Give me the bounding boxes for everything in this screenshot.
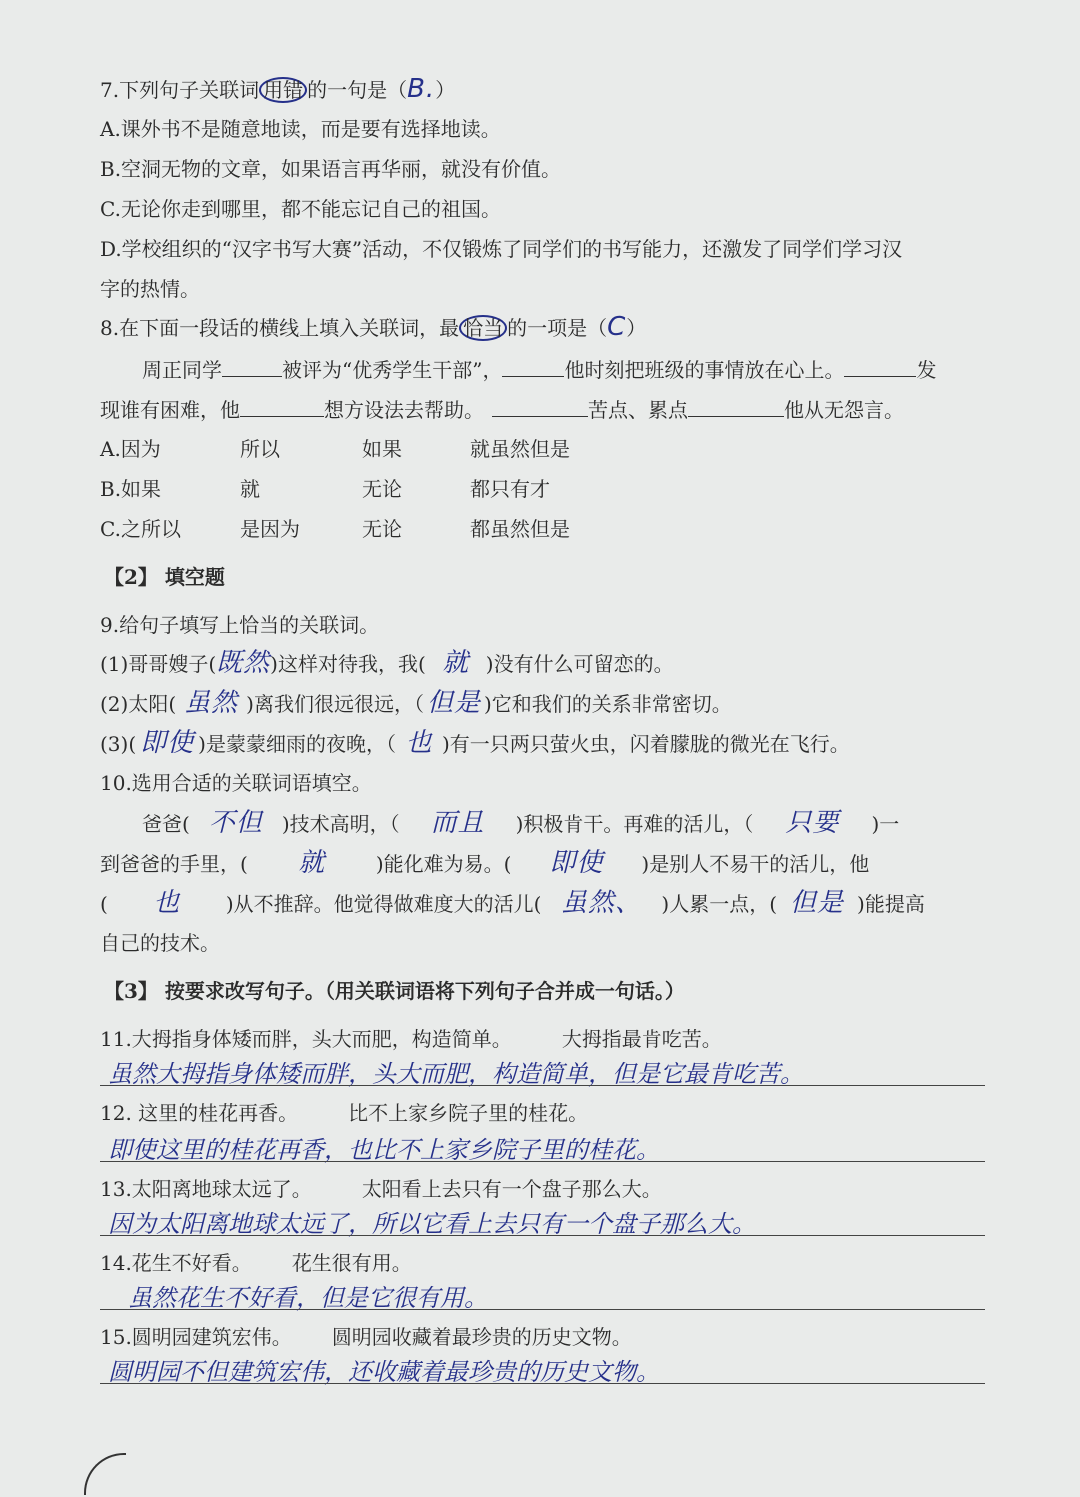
- blank: [222, 356, 282, 377]
- blank: [688, 396, 784, 417]
- q10-text: 爸爸(: [142, 812, 190, 836]
- option-word: 如果: [362, 437, 402, 461]
- q9-sentence-1: [100, 650, 674, 677]
- q7-stem-text2: 的一句是（: [307, 78, 408, 102]
- q8-text: 周正同学: [142, 358, 222, 382]
- q8-stem-text2: 的一项是（: [507, 316, 608, 340]
- q11-prompt: [100, 1026, 722, 1052]
- blank: [844, 356, 916, 377]
- handwritten-answer: 虽然: [184, 688, 239, 718]
- q9-text: (3)(: [100, 732, 137, 756]
- option-word: 都只有才: [470, 477, 550, 501]
- q12-prompt: [100, 1100, 588, 1126]
- q10-stem: 10.选用合适的关联词语填空。: [100, 771, 372, 795]
- q9-text: )有一只两只萤火虫，闪着朦胧的微光在飞行。: [441, 732, 850, 756]
- q11-handwritten-answer: 虽然大拇指身体矮而胖，头大而肥，构造简单，但是它最肯吃苦。: [108, 1060, 804, 1088]
- q7-stem-text3: ）: [435, 78, 456, 102]
- option-word: 是因为: [240, 517, 300, 541]
- section-2-heading: 【2】 填空题: [104, 565, 225, 589]
- q9-sentence-3: [100, 730, 850, 757]
- q10-text: )技术高明，（: [281, 812, 400, 836]
- handwritten-answer: 既然: [216, 648, 271, 678]
- handwritten-answer: 就: [442, 648, 470, 678]
- rewrite-sentence-2: 圆明园收藏着最珍贵的历史文物。: [331, 1325, 632, 1349]
- rewrite-sentence-2: 比不上家乡院子里的桂花。: [348, 1101, 589, 1125]
- q8-text: 被评为“优秀学生干部”，: [282, 358, 503, 382]
- q9-stem: 9.给句子填写上恰当的关联词。: [100, 613, 380, 637]
- q13-handwritten-answer: 因为太阳离地球太远了，所以它看上去只有一个盘子那么大。: [108, 1210, 756, 1238]
- q9-sentence-2: [100, 690, 732, 717]
- q13-prompt: [100, 1176, 662, 1202]
- q9-text: )是蒙蒙细雨的夜晚，（: [198, 732, 396, 756]
- blank: [502, 356, 564, 377]
- q10-text: )能提高: [857, 892, 925, 916]
- q7-option-b: B.空洞无物的文章，如果语言再华丽，就没有价值。: [100, 157, 562, 181]
- page-corner-mark: [84, 1453, 126, 1495]
- q12-handwritten-answer: 即使这里的桂花再香，也比不上家乡院子里的桂花。: [108, 1136, 660, 1164]
- q7-option-d-cont: 字的热情。: [100, 277, 200, 301]
- q14-prompt: [100, 1250, 412, 1276]
- blank: [492, 396, 588, 417]
- answer-line: [100, 1161, 985, 1162]
- rewrite-sentence-2: 花生很有用。: [291, 1251, 412, 1275]
- rewrite-sentence-2: 大拇指最肯吃苦。: [561, 1027, 722, 1051]
- handwritten-answer: 即使: [140, 728, 195, 758]
- option-word: 无论: [362, 477, 402, 501]
- q7-stem: [100, 76, 455, 103]
- q10-text: (: [100, 892, 108, 916]
- q10-text: 到爸爸的手里，(: [100, 852, 248, 876]
- q14-handwritten-answer: 虽然花生不好看，但是它很有用。: [128, 1284, 488, 1312]
- handwritten-answer: 也: [405, 728, 433, 758]
- q8-paragraph-line1: [142, 356, 936, 383]
- q8-paragraph-line2: [100, 396, 904, 423]
- option-word: 无论: [362, 517, 402, 541]
- q8-text: 现谁有困难，他: [100, 398, 240, 422]
- q8-text: 发: [916, 358, 937, 382]
- q9-text: (1)哥哥嫂子(: [100, 652, 217, 676]
- option-word: 都虽然但是: [470, 517, 570, 541]
- rewrite-sentence-1: 13.太阳离地球太远了。: [100, 1177, 312, 1201]
- q15-handwritten-answer: 圆明园不但建筑宏伟，还收藏着最珍贵的历史文物。: [108, 1358, 660, 1386]
- q10-text: )能化难为易。(: [375, 852, 512, 876]
- option-word: 就: [240, 477, 260, 501]
- q8-stem-text: 8.在下面一段话的横线上填入关联词，最: [100, 316, 460, 340]
- q10-line-1: [142, 810, 899, 837]
- handwritten-answer: 只要: [785, 808, 840, 838]
- q8-stem: [100, 314, 646, 341]
- q8-text: 他从无怨言。: [784, 398, 904, 422]
- q8-text: 想方设法去帮助。: [324, 398, 484, 422]
- handwritten-answer: 即使: [549, 848, 604, 878]
- handwritten-answer: 但是: [426, 688, 481, 718]
- q9-text: )离我们很远很远，（: [246, 692, 424, 716]
- handwritten-answer: 而且: [430, 808, 485, 838]
- answer-line: [100, 1383, 985, 1384]
- handwritten-answer: 虽然、: [560, 888, 642, 918]
- answer-line: [100, 1235, 985, 1236]
- q10-line-2: [100, 850, 869, 877]
- option-label: B.如果: [100, 477, 162, 501]
- q7-handwritten-answer: B.: [407, 74, 436, 104]
- q10-text: )人累一点，(: [661, 892, 778, 916]
- option-word: 就虽然但是: [470, 437, 570, 461]
- option-label: A.因为: [100, 437, 161, 461]
- q15-prompt: [100, 1324, 632, 1350]
- q7-option-c: C.无论你走到哪里，都不能忘记自己的祖国。: [100, 197, 501, 221]
- q10-text: )一: [871, 812, 900, 836]
- handwritten-answer: 不但: [208, 808, 263, 838]
- handwritten-answer: 但是: [790, 888, 845, 918]
- q10-line-4: 自己的技术。: [100, 931, 220, 955]
- rewrite-sentence-1: 14.花生不好看。: [100, 1251, 252, 1275]
- answer-line: [100, 1309, 985, 1310]
- q10-text: )是别人不易干的活儿，他: [641, 852, 870, 876]
- section-3-heading: 【3】 按要求改写句子。（用关联词语将下列句子合并成一句话。）: [104, 979, 685, 1003]
- q9-text: )它和我们的关系非常密切。: [483, 692, 732, 716]
- rewrite-sentence-1: 11.大拇指身体矮而胖，头大而肥，构造简单。: [100, 1027, 512, 1051]
- q7-circled-word: 用错: [259, 77, 307, 103]
- q9-text: )这样对待我，我(: [270, 652, 426, 676]
- q10-text: )从不推辞。他觉得做难度大的活儿(: [225, 892, 542, 916]
- handwritten-answer: 就: [298, 848, 326, 878]
- rewrite-sentence-2: 太阳看上去只有一个盘子那么大。: [361, 1177, 662, 1201]
- q9-text: )没有什么可留恋的。: [485, 652, 674, 676]
- handwritten-answer: 也: [153, 888, 181, 918]
- rewrite-sentence-1: 12. 这里的桂花再香。: [100, 1101, 299, 1125]
- option-word: 所以: [240, 437, 280, 461]
- q7-option-a: A.课外书不是随意地读，而是要有选择地读。: [100, 117, 501, 141]
- q7-stem-text: 7.下列句子关联词: [100, 78, 260, 102]
- q8-circled-word: 恰当: [459, 315, 507, 341]
- q10-line-3: [100, 890, 925, 917]
- q8-stem-text3: ）: [626, 316, 647, 340]
- option-label: C.之所以: [100, 517, 181, 541]
- q8-handwritten-answer: C: [607, 312, 627, 342]
- q9-text: (2)太阳(: [100, 692, 177, 716]
- q8-text: 苦点、累点: [588, 398, 688, 422]
- q10-text: )积极肯干。再难的活儿，（: [515, 812, 754, 836]
- answer-line: [100, 1085, 985, 1086]
- q7-option-d: D.学校组织的“汉字书写大赛”活动，不仅锻炼了同学们的书写能力，还激发了同学们学习汉: [100, 237, 903, 261]
- rewrite-sentence-1: 15.圆明园建筑宏伟。: [100, 1325, 292, 1349]
- blank: [240, 396, 324, 417]
- q8-text: 他时刻把班级的事情放在心上。: [564, 358, 845, 382]
